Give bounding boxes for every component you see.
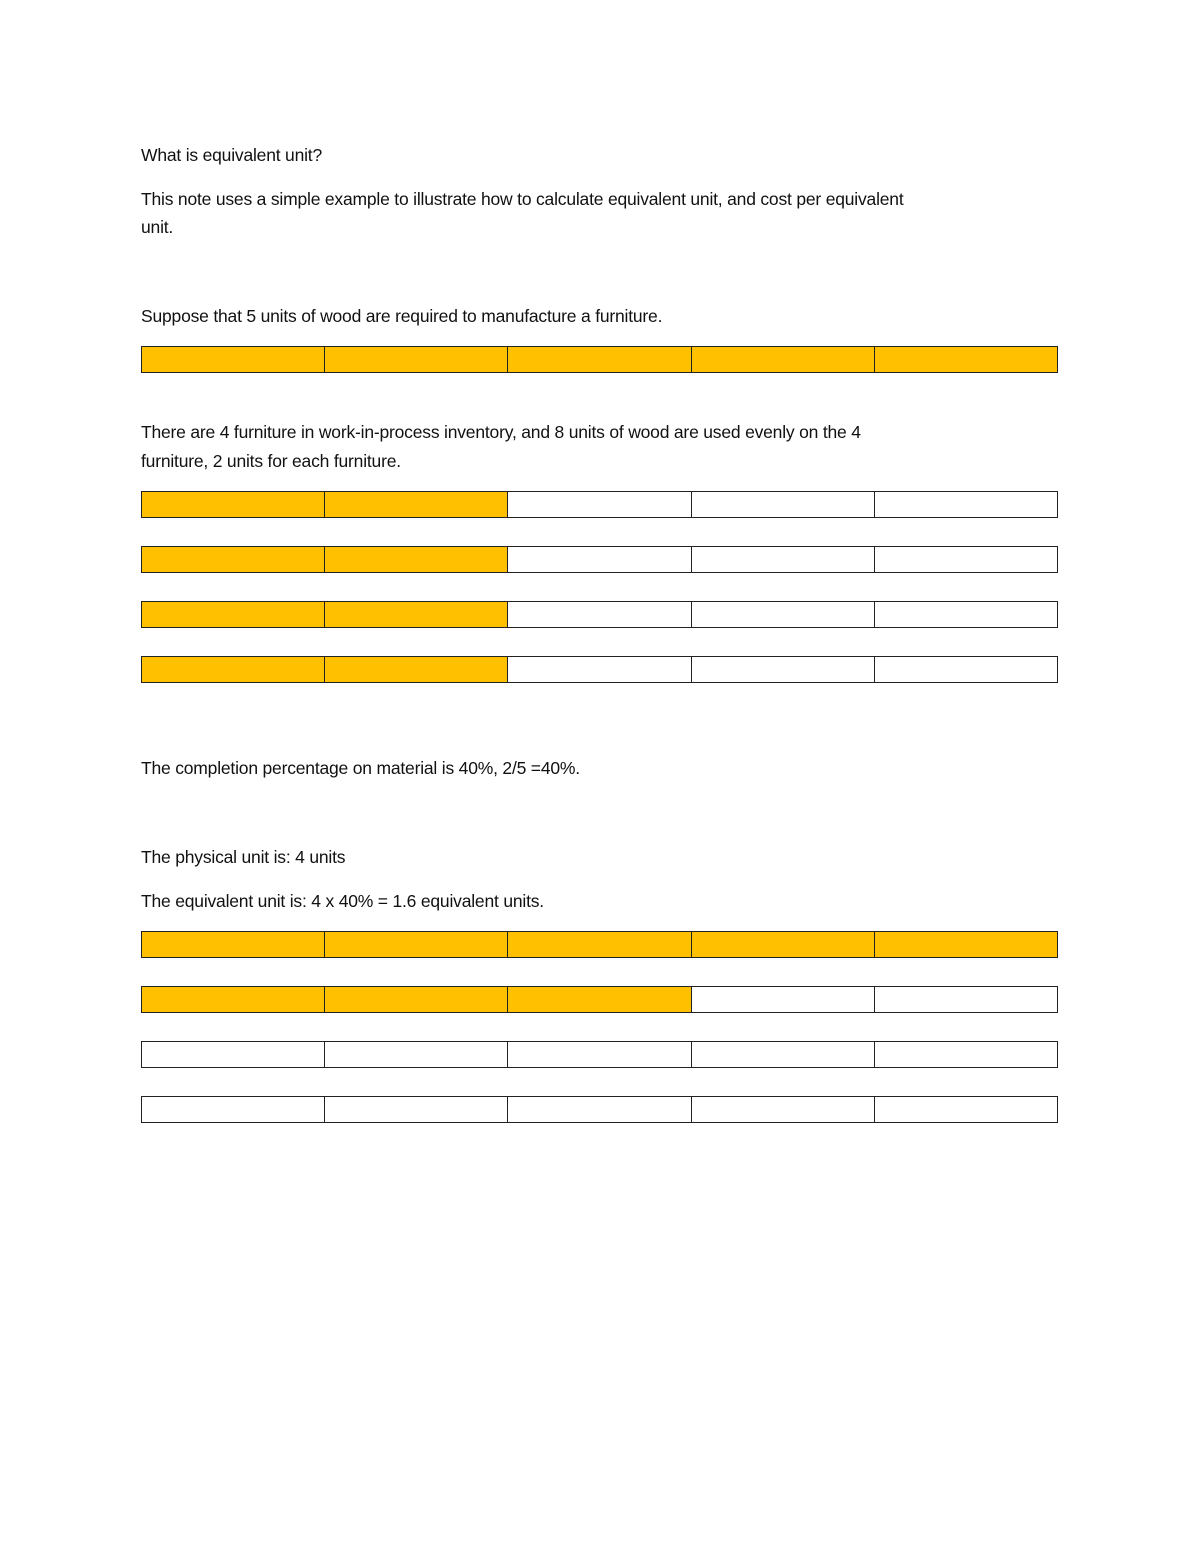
wip-line-2: furniture, 2 units for each furniture. bbox=[141, 451, 401, 471]
page-title: What is equivalent unit? bbox=[141, 145, 323, 165]
filled-unit-cell bbox=[325, 602, 508, 627]
filled-unit-cell bbox=[875, 932, 1057, 957]
empty-unit-cell bbox=[692, 987, 875, 1012]
filled-unit-cell bbox=[508, 347, 691, 372]
empty-unit-cell bbox=[325, 1097, 508, 1122]
empty-unit-cell bbox=[875, 657, 1057, 682]
empty-unit-cell bbox=[508, 492, 691, 517]
empty-unit-cell bbox=[692, 657, 875, 682]
filled-unit-cell bbox=[508, 987, 691, 1012]
wip-line-1: There are 4 furniture in work-in-process inventory, and 8 units of wood are used evenly on the 4 bbox=[141, 422, 861, 442]
empty-unit-cell bbox=[142, 1042, 325, 1067]
empty-unit-cell bbox=[692, 492, 875, 517]
filled-unit-cell bbox=[142, 347, 325, 372]
filled-unit-cell bbox=[325, 492, 508, 517]
equivalent-units-bar bbox=[141, 1096, 1058, 1123]
empty-unit-cell bbox=[875, 492, 1057, 517]
empty-unit-cell bbox=[325, 1042, 508, 1067]
empty-unit-cell bbox=[508, 657, 691, 682]
filled-unit-cell bbox=[142, 657, 325, 682]
empty-unit-cell bbox=[692, 547, 875, 572]
filled-unit-cell bbox=[875, 347, 1057, 372]
filled-unit-cell bbox=[142, 932, 325, 957]
empty-unit-cell bbox=[508, 547, 691, 572]
equivalent-unit-text: The equivalent unit is: 4 x 40% = 1.6 equivalent units. bbox=[141, 891, 544, 911]
empty-unit-cell bbox=[508, 1097, 691, 1122]
filled-unit-cell bbox=[692, 932, 875, 957]
physical-unit-text: The physical unit is: 4 units bbox=[141, 847, 346, 867]
filled-unit-cell bbox=[142, 987, 325, 1012]
equivalent-units-bar bbox=[141, 986, 1058, 1013]
empty-unit-cell bbox=[692, 602, 875, 627]
required-wood-bar bbox=[141, 346, 1058, 373]
suppose-text: Suppose that 5 units of wood are required to manufacture a furniture. bbox=[141, 306, 663, 326]
filled-unit-cell bbox=[692, 347, 875, 372]
wip-furniture-bar bbox=[141, 656, 1058, 683]
completion-text: The completion percentage on material is 40%, 2/5 =40%. bbox=[141, 758, 580, 778]
empty-unit-cell bbox=[142, 1097, 325, 1122]
filled-unit-cell bbox=[325, 987, 508, 1012]
equivalent-units-bar bbox=[141, 931, 1058, 958]
wip-furniture-bar bbox=[141, 601, 1058, 628]
empty-unit-cell bbox=[875, 602, 1057, 627]
empty-unit-cell bbox=[692, 1097, 875, 1122]
empty-unit-cell bbox=[875, 547, 1057, 572]
wip-furniture-bar bbox=[141, 546, 1058, 573]
filled-unit-cell bbox=[325, 547, 508, 572]
filled-unit-cell bbox=[508, 932, 691, 957]
filled-unit-cell bbox=[142, 602, 325, 627]
empty-unit-cell bbox=[508, 602, 691, 627]
empty-unit-cell bbox=[875, 1042, 1057, 1067]
empty-unit-cell bbox=[875, 1097, 1057, 1122]
empty-unit-cell bbox=[875, 987, 1057, 1012]
wip-furniture-bar bbox=[141, 491, 1058, 518]
filled-unit-cell bbox=[325, 657, 508, 682]
empty-unit-cell bbox=[692, 1042, 875, 1067]
empty-unit-cell bbox=[508, 1042, 691, 1067]
filled-unit-cell bbox=[142, 547, 325, 572]
equivalent-units-bar bbox=[141, 1041, 1058, 1068]
intro-line-1: This note uses a simple example to illustrate how to calculate equivalent unit, and cost per equivalent bbox=[141, 189, 904, 209]
intro-line-2: unit. bbox=[141, 217, 174, 237]
filled-unit-cell bbox=[142, 492, 325, 517]
filled-unit-cell bbox=[325, 932, 508, 957]
filled-unit-cell bbox=[325, 347, 508, 372]
